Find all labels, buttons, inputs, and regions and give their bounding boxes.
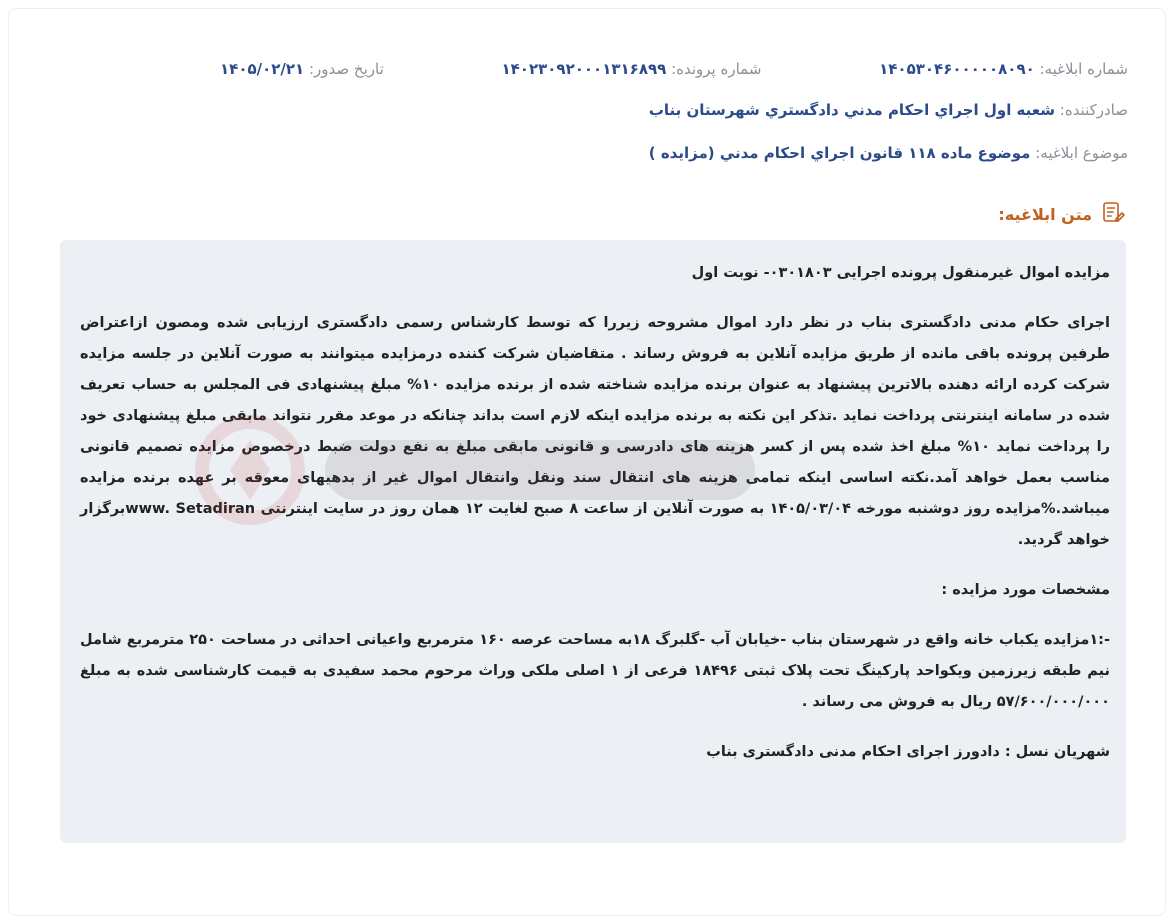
notice-text-header bbox=[998, 199, 1126, 229]
document-edit-icon bbox=[1100, 199, 1126, 229]
subject-row bbox=[649, 140, 1128, 166]
signature-line: شهریان نسل : دادورز اجرای احکام مدنی دادگستری بناب bbox=[706, 744, 1110, 760]
notice-number-label: شماره ابلاغیه: bbox=[1039, 60, 1128, 78]
auction-item: -:۱مزایده یکباب خانه واقع در شهرستان بناب -خیابان آب -گلبرگ ۱۸به مساحت عرصه ۱۶۰ مترمربع واعیانی احداثی در مساحت ۲۵۰ مترمربع شامل نیم طبقه زیرزمین ویکواحد پارکینگ تحت پلاک ثبتی ۱۸۴۹۶ فرعی از ۱ اصلی ملکی وراث مرحوم محمد سفیدی به قیمت کارشناسی شده به مبلغ ۵۷/۶۰۰/۰۰۰/۰۰۰ ریال به فروش می رساند . bbox=[80, 632, 1110, 710]
notice-paragraph: اجرای حکام مدنی دادگستری بناب در نظر دارد اموال مشروحه زیررا که توسط کارشناس رسمی دادگستری ارزیابی شده ومصون ازاعتراض طرفین پرونده باقی مانده از طریق مزایده آنلاین به فروش رساند . متقاضیان شرکت کننده درمزایده میتوانند به صورت آنلاین در جلسه مزایده شرکت کرده ارائه دهنده بالاترین پیشنهاد به عنوان برنده مزایده شناخته شده از برنده مزایده ۱۰% مبلغ پیشنهادی فی المجلس به حساب تعریف شده در سامانه اینترنتی پرداخت نماید .تذکر این نکته به برنده مزایده اینکه لازم است بداند چنانکه در موعد مقرر نتواند مابقی مبلغ پیشنهادی خود را پرداخت نماید ۱۰% مبلغ اخذ شده پس از کسر هزینه های دادرسی و قانونی مابقی مبلغ به نفع دولت ضبط درخصوص مزایده تصمیم قانونی مناسب بعمل خواهد آمد.نکته اساسی اینکه تمامی هزینه های انتقال سند ونقل وانتقال اموال غیر از بدهیهای معوقه بر عهده برنده مزایده میباشد.%مزایده روز دوشنبه مورخه ۱۴۰۵/۰۳/۰۴ به صورت آنلاین از ساعت ۸ صبح لغایت ۱۲ همان روز در سایت اینترنتی www. Setadiranبرگزار خواهد گردید. bbox=[80, 315, 1111, 548]
meta-top-row bbox=[220, 56, 1128, 82]
case-number-field bbox=[501, 56, 761, 82]
notice-heading: مزایده اموال غیرمنقول پرونده اجرایی ۰۳۰۱۸۰۳- نوبت اول bbox=[691, 265, 1110, 281]
issuer-label: صادرکننده: bbox=[1059, 101, 1128, 119]
issue-date-label: تاریخ صدور: bbox=[309, 60, 384, 78]
case-number-label: شماره پرونده: bbox=[671, 60, 762, 78]
specs-heading: مشخصات مورد مزایده : bbox=[941, 582, 1110, 598]
issuer-value: شعبه اول اجراي احکام مدني دادگستري شهرستان بناب bbox=[648, 101, 1055, 119]
issuer-row bbox=[649, 97, 1128, 123]
issue-date-value: ۱۴۰۵/۰۲/۲۱ bbox=[220, 60, 305, 78]
notice-number-value: ۱۴۰۵۳۰۴۶۰۰۰۰۰۸۰۹۰ bbox=[879, 60, 1035, 78]
notice-body bbox=[80, 258, 1110, 787]
issue-date-field bbox=[220, 56, 384, 82]
subject-label: موضوع ابلاغیه: bbox=[1035, 144, 1128, 162]
subject-value: موضوع ماده ۱۱۸ قانون اجراي احکام مدني (مزایده ) bbox=[648, 144, 1031, 162]
notice-number-field bbox=[879, 56, 1128, 82]
notice-body-panel bbox=[60, 240, 1126, 843]
case-number-value: ۱۴۰۲۳۰۹۲۰۰۰۱۳۱۶۸۹۹ bbox=[501, 60, 667, 78]
notice-text-title: متن ابلاغیه: bbox=[998, 204, 1092, 224]
